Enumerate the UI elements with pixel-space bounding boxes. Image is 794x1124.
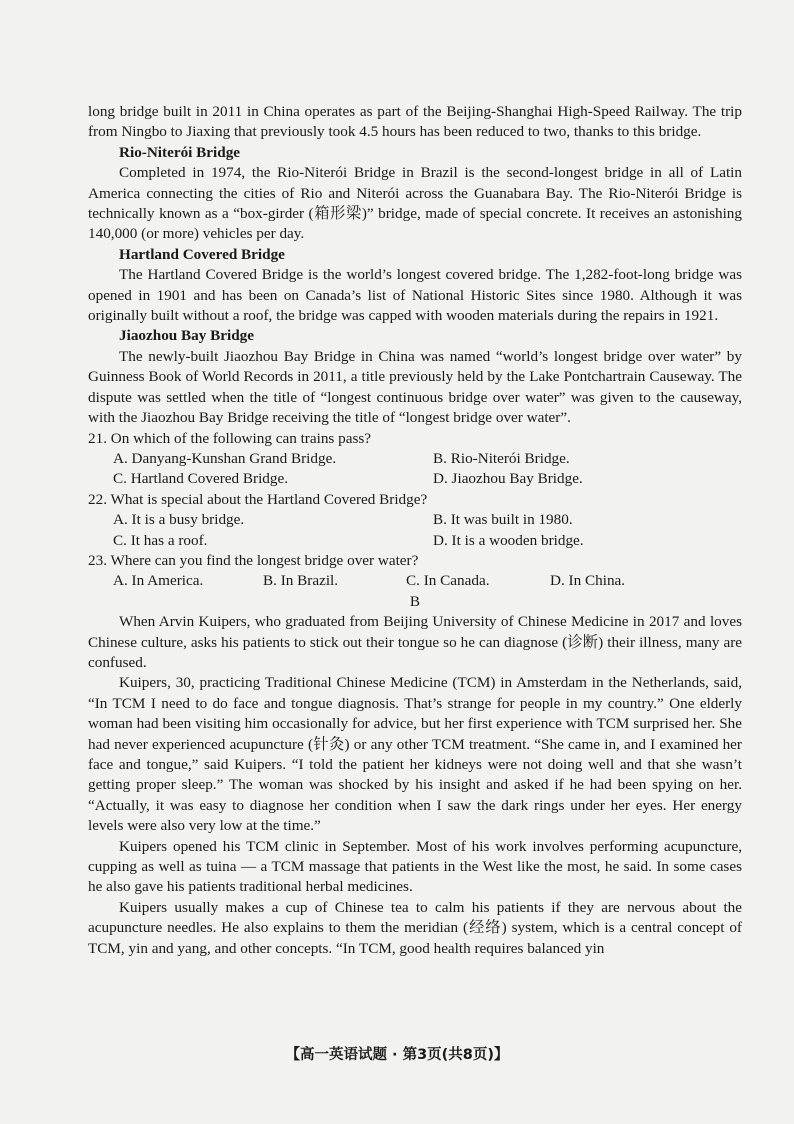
option-22c: C. It has a roof. [113,531,208,549]
option-21c: C. Hartland Covered Bridge. [113,470,289,488]
section-title-rio: Rio-Niterói Bridge [119,143,241,161]
question-21-stem: 21. On which of the following can trains pass? [88,429,372,447]
page-footer: 【高一英语试题 · 第3页(共8页)】 [285,1047,509,1063]
passage-b-paragraph-2: Kuipers, 30, practicing Traditional Chinese Medicine (TCM) in Amsterdam in the Netherlands, said, “In TCM I need to do face and tongue diagnosis. That’s strange for people in my country.” One elderly woman had been visiting him occasionally for advice, but her first experience with TCM surprised her. She had never experienced acupuncture (针灸) or any other TCM treatment. “She came in, and I examined her face and tongue,” said Kuipers. “I told the patient her kidneys were not doing well and that she wasn’t getting proper sleep.” The woman was shocked by his insight and asked if he had been spying on her. “Actually, it was easy to diagnose her condition when I saw the dark rings under her eyes. Her energy levels were also very low at the time.” [88,674,742,835]
option-22a: A. It is a busy bridge. [113,511,245,529]
option-22d: D. It is a wooden bridge. [433,531,584,549]
question-23-options [88,571,742,591]
section-body-jiaozhou: The newly-built Jiaozhou Bay Bridge in China was named “world’s longest bridge over water” by Guinness Book of World Records in 2011, a title previously held by the Lake Pontchartrain Causeway. The dispute was settled when the title of “longest continuous bridge over water” was given to the causeway, with the Jiaozhou Bay Bridge receiving the title of “longest bridge over water”. [88,347,742,427]
passage-b-paragraph-4: Kuipers usually makes a cup of Chinese tea to calm his patients if they are nervous about the acupuncture needles. He also explains to them the meridian (经络) system, which is a central concept of TCM, yin and yang, and other concepts. “In TCM, good health requires balanced yin [88,898,742,957]
section-title-jiaozhou: Jiaozhou Bay Bridge [119,327,255,345]
section-body-hartland: The Hartland Covered Bridge is the world’s longest covered bridge. The 1,282-foot-long bridge was opened in 1901 and has been on Canada’s list of National Historic Sites since 1980. Although it was originally built without a roof, the bridge was capped with wooden materials during the repairs in 1921. [88,266,742,325]
section-body-rio: Completed in 1974, the Rio-Niterói Bridge in Brazil is the second-longest bridge in all of Latin America connecting the cities of Rio and Niterói across the Guanabara Bay. The Rio-Niterói Bridge is technically known as a “box-girder (箱形梁)” bridge, made of special concrete. It receives an astonishing 140,000 (or more) vehicles per day. [88,164,742,243]
option-23c: C. In Canada. [406,572,490,590]
exam-page [88,102,742,959]
section-b-label: B [409,592,421,610]
option-21a: A. Danyang-Kunshan Grand Bridge. [113,449,337,467]
option-23a: A. In America. [113,572,204,590]
question-23-stem: 23. Where can you find the longest bridge over water? [88,551,419,569]
question-22-stem: 22. What is special about the Hartland Covered Bridge? [88,490,428,508]
option-22b: B. It was built in 1980. [433,511,573,529]
section-title-hartland: Hartland Covered Bridge [119,245,285,263]
passage-intro: long bridge built in 2011 in China operates as part of the Beijing-Shanghai High-Speed Railway. The trip from Ningbo to Jiaxing that previously took 4.5 hours has been reduced to two, thanks to this bridge. [88,103,742,141]
question-21-options [88,449,742,490]
option-23d: D. In China. [550,572,626,590]
passage-b-paragraph-1: When Arvin Kuipers, who graduated from Beijing University of Chinese Medicine in 2017 and loves Chinese culture, asks his patients to stick out their tongue so he can diagnose (诊断) their illness, many are confused. [88,613,742,671]
option-23b: B. In Brazil. [263,572,339,590]
option-21b: B. Rio-Niterói Bridge. [433,449,570,467]
option-21d: D. Jiaozhou Bay Bridge. [433,470,583,488]
passage-b-paragraph-3: Kuipers opened his TCM clinic in September. Most of his work involves performing acupuncture, cupping as well as tuina — a TCM massage that patients in the West like the most, he said. In some cases he also gave his patients traditional herbal medicines. [88,837,742,896]
question-22-options [88,510,742,551]
